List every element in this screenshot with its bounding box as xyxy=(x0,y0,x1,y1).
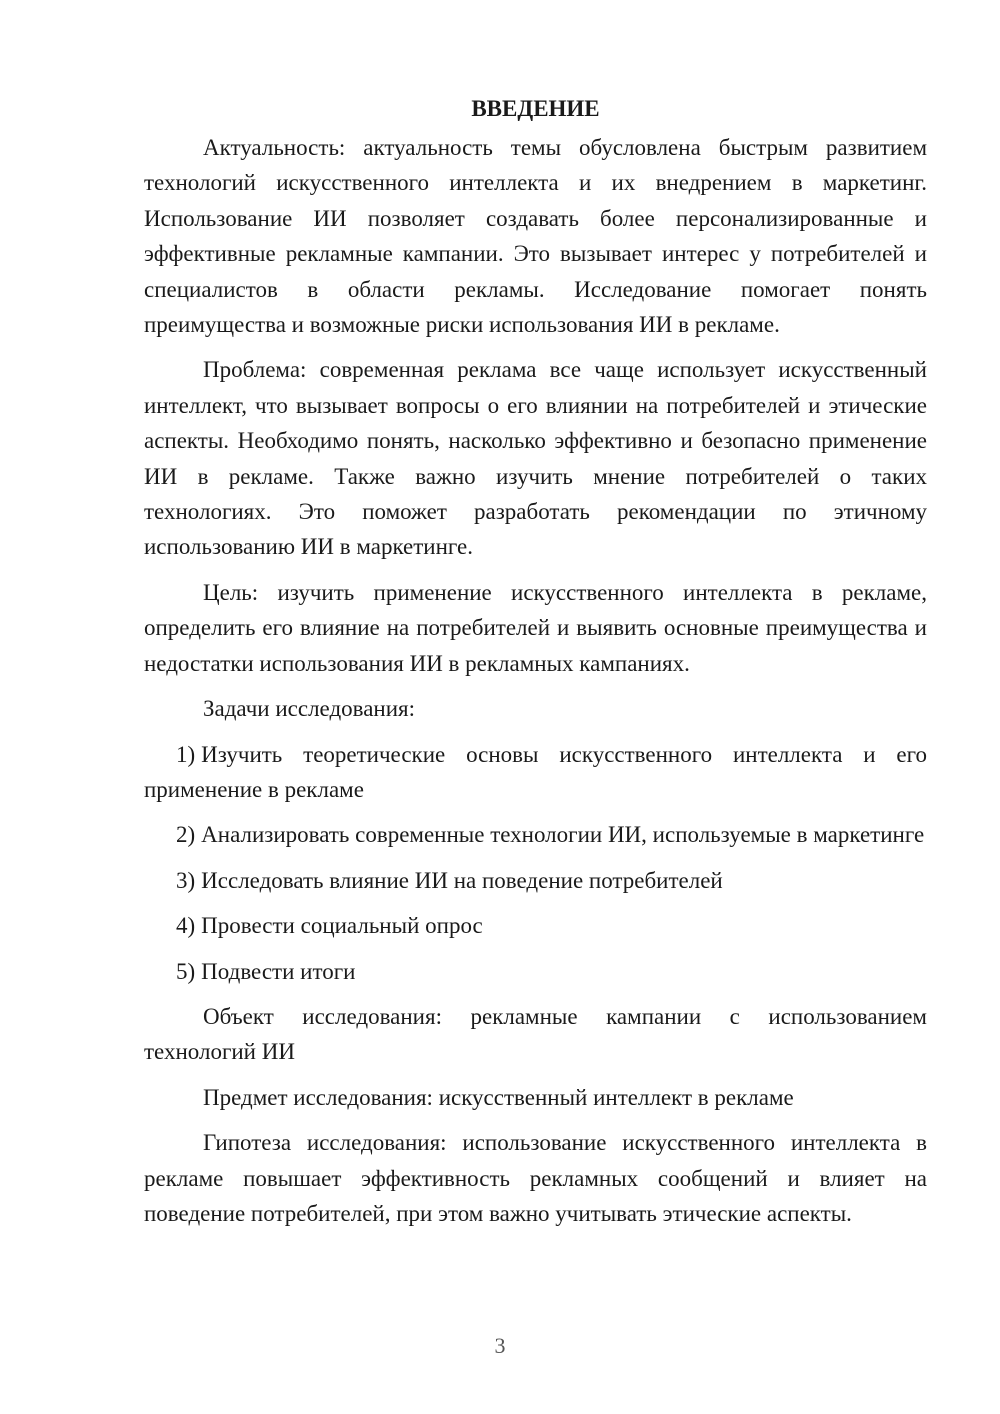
relevance-paragraph: Актуальность: актуальность темы обусловлена быстрым развитием технологий искусственного интеллекта и их внедрением в маркетинг. Использование ИИ позволяет создавать более персонализированные и эффективные рекламные кампании. Это вызывает интерес у потребителей и специалистов в области рекламы. Исследование помогает понять преимущества и возможные риски использования ИИ в рекламе. xyxy=(144,135,927,338)
task-number: 3) xyxy=(176,867,196,893)
task-text: Провести социальный опрос xyxy=(201,913,483,939)
task-text: Анализировать современные технологии ИИ, используемые в маркетинге xyxy=(201,822,925,848)
task-item-1 xyxy=(144,737,927,808)
task-number: 4) xyxy=(176,913,196,939)
task-text: Исследовать влияние ИИ на поведение потребителей xyxy=(201,867,723,893)
document-page xyxy=(144,92,927,1241)
subject-paragraph: Предмет исследования: искусственный интеллект в рекламе xyxy=(203,1084,794,1110)
page-number: 3 xyxy=(494,1333,506,1358)
task-number: 5) xyxy=(176,958,196,984)
tasks-heading: Задачи исследования: xyxy=(203,696,416,722)
hypothesis-paragraph: Гипотеза исследования: использование искусственного интеллекта в рекламе повышает эффективность рекламных сообщений и влияет на поведение потребителей, при этом важно учитывать этические аспекты. xyxy=(144,1130,927,1226)
task-number: 1) xyxy=(176,741,196,767)
task-item-3 xyxy=(144,863,927,898)
task-text: Изучить теоретические основы искусственного интеллекта и его применение в рекламе xyxy=(144,741,927,802)
task-item-4 xyxy=(144,908,927,943)
problem-paragraph: Проблема: современная реклама все чаще использует искусственный интеллект, что вызывает вопросы о его влиянии на потребителей и этические аспекты. Необходимо понять, насколько эффективно и безопасно применение ИИ в рекламе. Также важно изучить мнение потребителей о таких технологиях. Это поможет разработать рекомендации по этичному использованию ИИ в маркетинге. xyxy=(144,357,927,560)
task-number: 2) xyxy=(176,822,196,848)
object-paragraph: Объект исследования: рекламные кампании с использованием технологий ИИ xyxy=(144,1003,927,1065)
task-text: Подвести итоги xyxy=(201,958,356,984)
section-title: ВВЕДЕНИЕ xyxy=(471,96,600,121)
task-item-2 xyxy=(144,817,927,852)
task-item-5 xyxy=(144,954,927,989)
goal-paragraph: Цель: изучить применение искусственного интеллекта в рекламе, определить его влияние на потребителей и выявить основные преимущества и недостатки использования ИИ в рекламных кампаниях. xyxy=(144,579,927,676)
